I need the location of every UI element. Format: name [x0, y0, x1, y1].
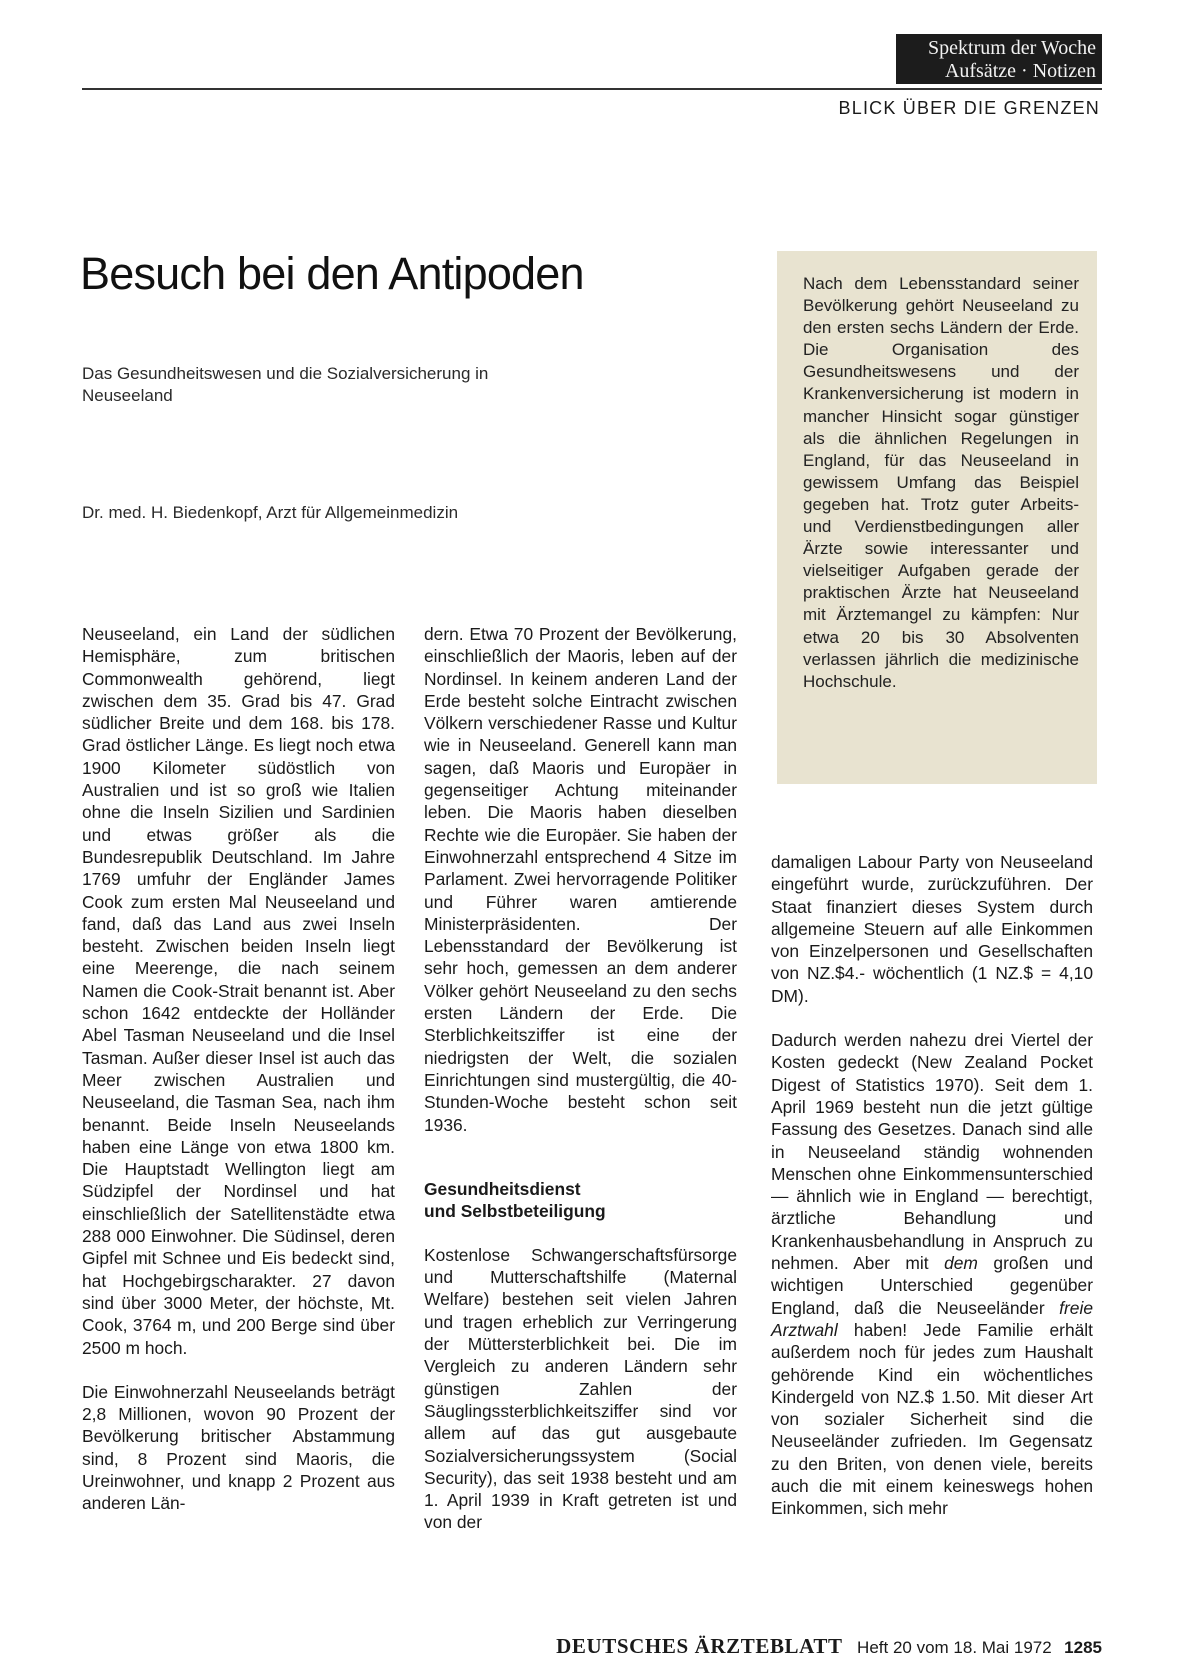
paragraph: Kostenlose Schwangerschaftsfürsorge und Mutterschaftshilfe (Maternal Welfare) bestehen seit vielen Jahren und tragen erheblich zur Verringerung der Müttersterblichkeit bei. Die im Vergleich zu anderen Ländern sehr günstigen Zahlen der Säuglingssterblichkeitsziffer sind vor allem auf das gut ausgebaute Sozialversicherungssystem (Social Security), das seit 1938 besteht und am 1. April 1939 in Kraft getreten ist und von der	[424, 1244, 737, 1533]
section-badge	[896, 34, 1102, 84]
article-title: Besuch bei den Antipoden	[80, 248, 584, 299]
summary-box: Nach dem Lebensstandard seiner Bevölkerung gehört Neuseeland zu den ersten sechs Ländern der Erde. Die Organisation des Gesundheitswesens und der Krankenversicherung ist modern in mancher Hinsicht sogar günstiger als die ähnlichen Regelungen in England, für das Neuseeland in gewissem Umfang das Beispiel gegeben hat. Trotz guter Arbeits- und Verdienstbedingungen aller Ärzte sowie interessanter und vielseitiger Aufgaben gerade der praktischen Ärzte hat Neuseeland mit Ärztemangel zu kämpfen: Nur etwa 20 bis 30 Absolventen verlassen jährlich die medizinische Hochschule.	[777, 251, 1097, 784]
paragraph	[771, 1029, 1093, 1520]
text-column-2	[424, 623, 737, 1534]
badge-line-2: Aufsätze · Notizen	[944, 60, 1096, 82]
article-subtitle: Das Gesundheitswesen und die Sozialversicherung in Neuseeland	[82, 364, 489, 405]
paragraph: Neuseeland, ein Land der südlichen Hemisphäre, zum britischen Commonwealth gehörend, liegt zwischen dem 35. Grad bis 47. Grad südlicher Breite und dem 168. bis 178. Grad östlicher Länge. Es liegt noch etwa 1900 Kilometer südöstlich von Australien und ist so groß wie Italien ohne die Inseln Sizilien und Sardinien und etwas größer als die Bundesrepublik Deutschland. Im Jahre 1769 umfuhr der Engländer James Cook zum ersten Mal Neuseeland und fand, daß das Land aus zwei Inseln besteht. Zwischen beiden Inseln liegt eine Meerenge, die nach seinem Namen die Cook-Strait benannt ist. Aber schon 1642 entdeckte der Holländer Abel Tasman Neuseeland und die Insel Tasman. Außer dieser Insel ist auch das Meer zwischen Australien und Neuseeland, die Tasman Sea, nach ihm benannt. Beide Inseln Neuseelands haben eine Länge von etwa 1800 km. Die Hauptstadt Wellington liegt am Südzipfel der Nordinsel und hat einschließlich der Satellitenstädte etwa 288 000 Einwohner. Die Südinsel, deren Gipfel mit Schnee und Eis bedeckt sind, hat Hochgebirgscharakter. 27 davon sind über 3000 Meter, der höchste, Mt. Cook, 3764 m, und 200 Berge sind über 2500 m hoch.	[82, 624, 395, 1358]
page-number: 1285	[1064, 1638, 1102, 1657]
emphasis: freie Arztwahl	[771, 1297, 1093, 1340]
journal-name: DEUTSCHES ÄRZTEBLATT	[556, 1634, 843, 1658]
paragraph: dern. Etwa 70 Prozent der Bevölkerung, einschließlich der Maoris, leben auf der Nordinsel. In keinem anderen Land der Erde besteht solche Eintracht zwischen Völkern verschiedener Rasse und Kultur wie in Neuseeland. Generell kann man sagen, daß Maoris und Europäer in gegenseitiger Achtung miteinander leben. Die Maoris haben dieselben Rechte wie die Europäer. Sie haben der Einwohnerzahl entsprechend 4 Sitze im Parlament. Zwei hervorragende Politiker und Führer waren amtierende Ministerpräsidenten. Der Lebensstandard der Bevölkerung ist sehr hoch, gemessen an dem anderer Völker gehört Neuseeland zu den sechs ersten Ländern der Erde. Die Sterblichkeitsziffer ist eine der niedrigsten der Welt, die sozialen Einrichtungen sind mustergültig, die 40-Stunden-Woche besteht schon seit 1936.	[424, 624, 737, 1135]
issue-info: Heft 20 vom 18. Mai 1972	[857, 1638, 1052, 1657]
paragraph: Die Einwohnerzahl Neuseelands beträgt 2,8 Millionen, wovon 90 Prozent der Bevölkerung britischer Abstammung sind, 8 Prozent sind Maoris, die Ureinwohner, und knapp 2 Prozent aus anderen Län-	[82, 1381, 395, 1514]
subheading-line-1: Gesundheitsdienst	[424, 1178, 581, 1199]
article-author: Dr. med. H. Biedenkopf, Arzt für Allgemeinmedizin	[82, 503, 459, 522]
paragraph: damaligen Labour Party von Neuseeland eingeführt wurde, zurückzuführen. Der Staat finanziert dieses System durch allgemeine Steuern auf alle Einkommen von Einzelpersonen und Gesellschaften von NZ.$4.- wöchentlich (1 NZ.$ = 4,10 DM).	[771, 852, 1093, 1006]
subheading-line-2: und Selbstbeteiligung	[424, 1200, 606, 1221]
badge-line-1: Spektrum der Woche	[928, 37, 1096, 59]
text-run: großen und wichtigen Unterschied gegenüber England, daß die Neuseeländer	[771, 1253, 1093, 1318]
text-column-1	[82, 623, 395, 1515]
text-run: haben! Jede Familie erhält außerdem noch für jedes zum Haushalt gehörende Kind ein wöchentliches Kindergeld von NZ.$ 1.50. Mit dieser Art von sozialer Sicherheit sind die Neuseeländer zufrieden. Im Gegensatz zu den Briten, von denen viele, bereits auch die mit einem keineswegs hohen Einkommen, sich mehr	[771, 1319, 1093, 1519]
header-rule	[82, 88, 1102, 90]
emphasis: dem	[944, 1253, 978, 1274]
page-footer	[478, 1634, 1102, 1659]
subheading	[424, 1178, 737, 1222]
text-run: Dadurch werden nahezu drei Viertel der Kosten gedeckt (New Zealand Pocket Digest of Statistics 1970). Seit dem 1. April 1969 besteht nun die jetzt gültige Fassung des Gesetzes. Danach sind alle in Neuseeland ständig wohnenden Menschen ohne Einkommensunterschied — ähnlich wie in England — berechtigt, ärztliche Behandlung und Krankenhausbehandlung in Anspruch zu nehmen. Aber mit	[771, 1030, 1093, 1274]
text-column-3	[771, 851, 1093, 1520]
section-heading: BLICK ÜBER DIE GRENZEN	[838, 98, 1100, 118]
